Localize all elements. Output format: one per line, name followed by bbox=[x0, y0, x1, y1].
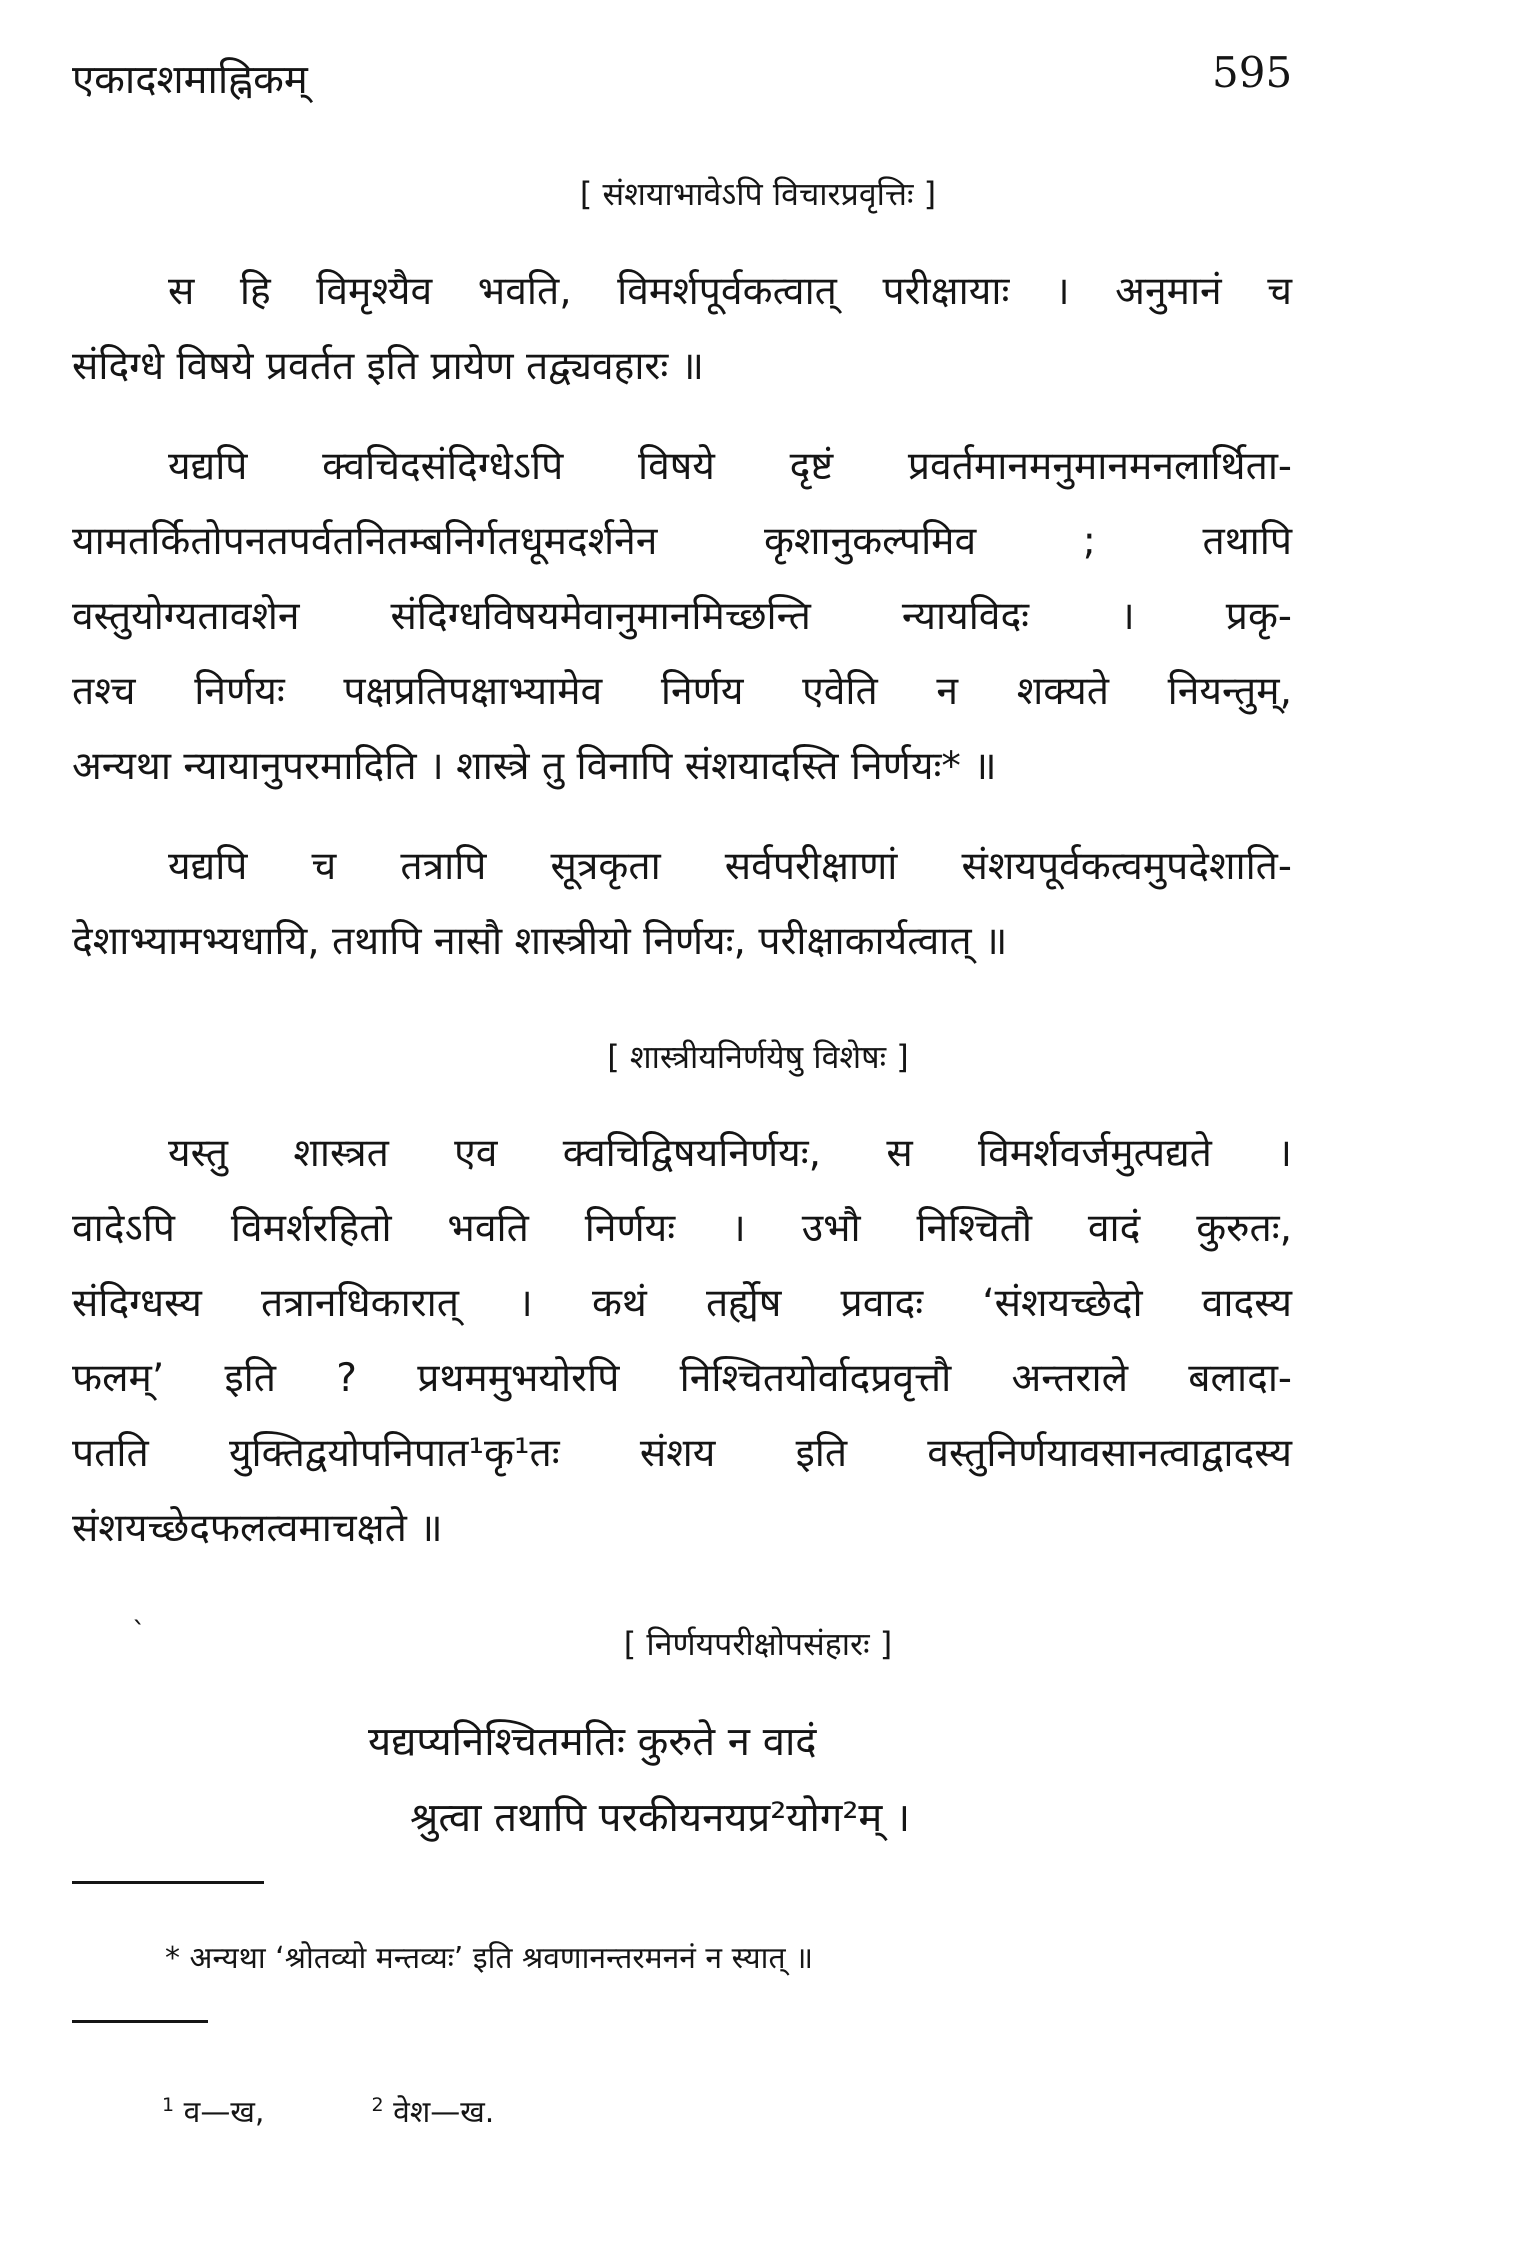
text-line: संशयच्छेदफलत्वमाचक्षते ॥ bbox=[72, 1506, 443, 1551]
variant-text: वेश—ख. bbox=[393, 2095, 495, 2130]
text-line: यामतर्कितोपनतपर्वतनितम्बनिर्गतधूमदर्शनेन कृशानुकल्पमिव ; तथापि bbox=[72, 519, 1292, 564]
footnote-rule bbox=[72, 1881, 264, 1884]
text-line: देशाभ्यामभ्यधायि, तथापि नासौ शास्त्रीयो निर्णयः, परीक्षाकार्यत्वात् ॥ bbox=[72, 919, 1008, 964]
text-line: संदिग्धे विषये प्रवर्तत इति प्रायेण तद्व्यवहारः ॥ bbox=[72, 344, 705, 389]
footnote-rule bbox=[72, 2020, 208, 2023]
variant-number: 2 bbox=[371, 2094, 384, 2116]
text-line: वस्तुयोग्यतावशेन संदिग्धविषयमेवानुमानमिच्छन्ति न्यायविदः । प्रकृ- bbox=[72, 594, 1292, 639]
variant-text: व—ख, bbox=[183, 2095, 265, 2130]
text-line: यद्यपि च तत्रापि सूत्रकृता सर्वपरीक्षाणां संशयपूर्वकत्वमुपदेशाति- bbox=[168, 844, 1292, 889]
text-line: पतति युक्तिद्वयोपनिपात¹कृ¹तः संशय इति वस्तुनिर्णयावसानत्वाद्वादस्य bbox=[72, 1431, 1292, 1476]
section-heading: [ शास्त्रीयनिर्णयेषु विशेषः ] bbox=[607, 1038, 909, 1076]
verse-line: यद्यप्यनिश्चितमतिः कुरुते न वादं bbox=[368, 1719, 817, 1765]
running-head: एकादशमाह्निकम् bbox=[72, 57, 308, 103]
section-heading: [ संशयाभावेऽपि विचारप्रवृत्तिः ] bbox=[579, 175, 937, 213]
text-line: फलम्’ इति ? प्रथममुभयोरपि निश्चितयोर्वादप्रवृत्तौ अन्तराले बलादा- bbox=[72, 1356, 1292, 1401]
variant-footnotes bbox=[162, 2090, 494, 2131]
variant-number: 1 bbox=[162, 2094, 175, 2116]
section-heading: [ निर्णयपरीक्षोपसंहारः ] bbox=[623, 1625, 893, 1663]
text-line: यस्तु शास्त्रत एव क्वचिद्विषयनिर्णयः, स विमर्शवर्जमुत्पद्यते । bbox=[168, 1131, 1292, 1176]
verse-line: श्रुत्वा तथापि परकीयनयप्र²योग²म् । bbox=[410, 1795, 911, 1841]
text-line: तश्च निर्णयः पक्षप्रतिपक्षाभ्यामेव निर्णय एवेति न शक्यते नियन्तुम्, bbox=[72, 669, 1292, 714]
text-line: अन्यथा न्यायानुपरमादिति । शास्त्रे तु विनापि संशयादस्ति निर्णयः* ॥ bbox=[72, 744, 997, 789]
text-line: स हि विमृश्यैव भवति, विमर्शपूर्वकत्वात् परीक्षायाः । अनुमानं च bbox=[168, 269, 1292, 314]
text-line: वादेऽपि विमर्शरहितो भवति निर्णयः । उभौ निश्चितौ वादं कुरुतः, bbox=[72, 1206, 1292, 1251]
text-line: संदिग्धस्य तत्रानधिकारात् । कथं तर्ह्येष प्रवादः ‘संशयच्छेदो वादस्य bbox=[72, 1281, 1292, 1326]
page-number: 595 bbox=[1212, 48, 1293, 97]
stray-mark: ˎ bbox=[132, 1592, 146, 1625]
text-line: यद्यपि क्वचिदसंदिग्धेऽपि विषये दृष्टं प्रवर्तमानमनुमानमनलार्थिता- bbox=[168, 444, 1292, 489]
footnote-star: * अन्यथा ‘श्रोतव्यो मन्तव्यः’ इति श्रवणानन्तरमननं न स्यात् ॥ bbox=[165, 1941, 814, 1976]
